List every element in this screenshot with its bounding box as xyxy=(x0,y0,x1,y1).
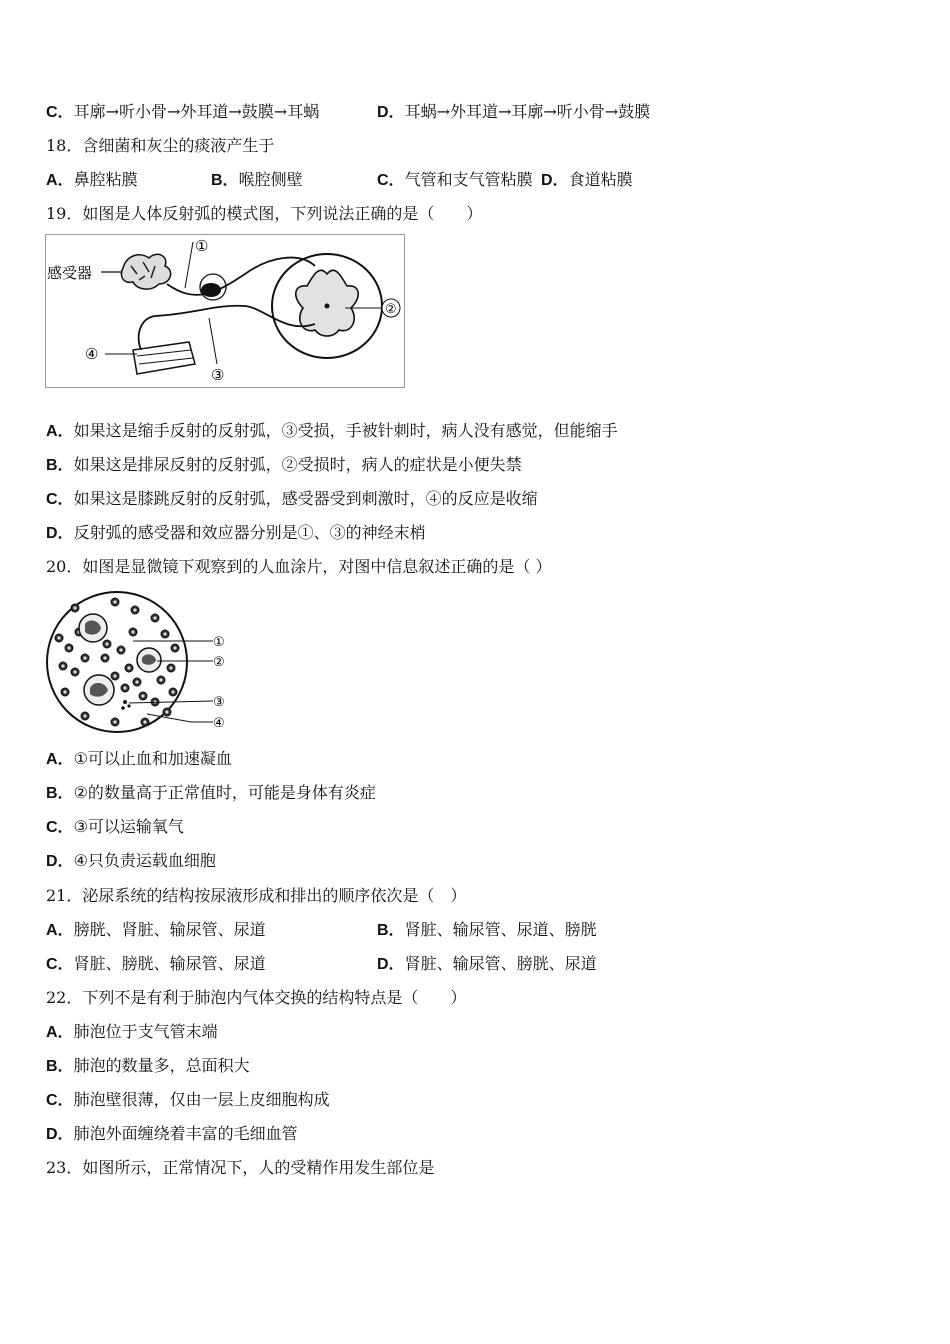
blood-smear-figure xyxy=(45,588,235,736)
red-blood-cell-center xyxy=(141,694,144,697)
marker-4: ④ xyxy=(85,345,99,363)
red-blood-cell-center xyxy=(103,656,106,659)
red-blood-cell-center xyxy=(131,630,134,633)
red-blood-cell-center xyxy=(133,608,136,611)
q19-option-d xyxy=(46,523,426,544)
red-blood-cell-center xyxy=(165,710,168,713)
q20-stem: 20．如图是显微镜下观察到的人血涂片，对图中信息叙述正确的是（ ） xyxy=(46,557,552,576)
q17-option-d xyxy=(377,102,650,123)
option-text: 鼻腔粘膜 xyxy=(73,170,138,189)
marker-3: ③ xyxy=(213,695,225,710)
pointer-3 xyxy=(209,318,217,364)
effector-muscle xyxy=(133,342,195,374)
option-label: A． xyxy=(46,172,74,189)
red-blood-cell-center xyxy=(73,670,76,673)
option-label: C． xyxy=(46,1092,74,1109)
option-text: 肺泡壁很薄，仅由一层上皮细胞构成 xyxy=(73,1090,330,1109)
marker-1: ① xyxy=(195,237,209,255)
red-blood-cell-center xyxy=(135,680,138,683)
q19-stem: 19．如图是人体反射弧的模式图，下列说法正确的是（ ） xyxy=(46,204,483,223)
option-text: ②的数量高于正常值时，可能是身体有炎症 xyxy=(73,783,376,802)
red-blood-cell-center xyxy=(83,714,86,717)
white-blood-cell xyxy=(79,614,107,642)
option-label: B． xyxy=(377,922,405,939)
option-text: 如果这是缩手反射的反射弧，③受损，手被针刺时，病人没有感觉，但能缩手 xyxy=(73,421,618,440)
red-blood-cell-center xyxy=(67,646,70,649)
option-text: 食道粘膜 xyxy=(568,170,633,189)
q22-stem: 22．下列不是有利于肺泡内气体交换的结构特点是（ ） xyxy=(46,988,467,1007)
red-blood-cell-center xyxy=(163,632,166,635)
q20-option-c xyxy=(46,817,184,838)
red-blood-cell-center xyxy=(57,636,60,639)
option-text: 如果这是排尿反射的反射弧，②受损时，病人的症状是小便失禁 xyxy=(73,455,522,474)
option-label: D． xyxy=(377,956,405,973)
option-label: A． xyxy=(46,922,74,939)
marker-3: ③ xyxy=(211,366,225,384)
q21-option-a xyxy=(46,920,266,941)
q22-option-d xyxy=(46,1124,298,1145)
red-blood-cell-center xyxy=(123,686,126,689)
marker-2: ② xyxy=(385,302,397,317)
option-text: 肺泡外面缠绕着丰富的毛细血管 xyxy=(73,1124,298,1143)
option-text: ①可以止血和加速凝血 xyxy=(73,749,232,768)
reflex-arc-figure xyxy=(45,234,407,390)
option-text: 肾脏、输尿管、膀胱、尿道 xyxy=(404,954,597,973)
option-label: D． xyxy=(46,853,74,870)
marker-2: ② xyxy=(213,655,225,670)
option-label: C． xyxy=(377,172,405,189)
option-label: B． xyxy=(46,1058,74,1075)
reflex-arc-diagram xyxy=(45,234,407,390)
option-text: ④只负责运载血细胞 xyxy=(73,851,216,870)
muscle-fibers xyxy=(137,350,193,364)
q22-option-a xyxy=(46,1022,218,1043)
pointer-1 xyxy=(185,242,193,288)
option-label: B． xyxy=(46,785,74,802)
q21-option-c xyxy=(46,954,266,975)
q20-option-a xyxy=(46,749,232,770)
q19-option-b xyxy=(46,455,522,476)
option-label: B． xyxy=(211,172,239,189)
receptor-label: 感受器 xyxy=(47,264,93,282)
red-blood-cell-center xyxy=(153,616,156,619)
red-blood-cell-center xyxy=(105,642,108,645)
q18-option-d xyxy=(541,170,633,191)
option-label: A． xyxy=(46,751,74,768)
option-label: C． xyxy=(46,819,74,836)
option-label: D． xyxy=(46,1126,74,1143)
marker-4: ④ xyxy=(213,716,225,731)
ganglion xyxy=(201,283,221,297)
q23-stem: 23．如图所示，正常情况下，人的受精作用发生部位是 xyxy=(46,1158,435,1177)
platelet xyxy=(121,706,125,710)
red-blood-cell-center xyxy=(119,648,122,651)
option-text: 耳蜗→外耳道→耳廓→听小骨→鼓膜 xyxy=(404,102,651,121)
q21-option-b xyxy=(377,920,597,941)
option-text: 膀胱、肾脏、输尿管、尿道 xyxy=(73,920,266,939)
q20-option-d xyxy=(46,851,216,872)
option-text: 气管和支气管粘膜 xyxy=(404,170,533,189)
white-blood-cell xyxy=(84,675,114,705)
option-text: 耳廓→听小骨→外耳道→鼓膜→耳蜗 xyxy=(73,102,320,121)
receptor-blob xyxy=(121,254,170,289)
q22-option-b xyxy=(46,1056,250,1077)
q22-option-c xyxy=(46,1090,330,1111)
option-label: D． xyxy=(377,104,405,121)
option-label: D． xyxy=(541,172,569,189)
q18-option-a xyxy=(46,170,138,191)
option-text: 肾脏、膀胱、输尿管、尿道 xyxy=(73,954,266,973)
red-blood-cell-center xyxy=(127,666,130,669)
central-canal xyxy=(325,304,330,309)
q18-stem: 18．含细菌和灰尘的痰液产生于 xyxy=(46,136,275,155)
red-blood-cell-center xyxy=(171,690,174,693)
option-text: 肺泡位于支气管末端 xyxy=(73,1022,218,1041)
q21-stem: 21．泌尿系统的结构按尿液形成和排出的顺序依次是（ ） xyxy=(46,886,467,905)
red-blood-cell-center xyxy=(169,666,172,669)
blood-smear-diagram xyxy=(45,588,235,736)
q18-option-b xyxy=(211,170,303,191)
red-blood-cell-center xyxy=(113,600,116,603)
red-blood-cell-center xyxy=(173,646,176,649)
option-label: B． xyxy=(46,457,74,474)
white-blood-cell xyxy=(137,648,161,672)
option-label: A． xyxy=(46,1024,74,1041)
q17-option-c xyxy=(46,102,319,123)
option-label: C． xyxy=(46,956,74,973)
platelet xyxy=(123,700,127,704)
q19-option-c xyxy=(46,489,538,510)
red-blood-cell-center xyxy=(63,690,66,693)
option-text: 喉腔侧壁 xyxy=(238,170,303,189)
option-text: 肺泡的数量多，总面积大 xyxy=(73,1056,250,1075)
red-blood-cell-center xyxy=(113,674,116,677)
red-blood-cell-center xyxy=(113,720,116,723)
q21-option-d xyxy=(377,954,597,975)
option-text: ③可以运输氧气 xyxy=(73,817,184,836)
red-blood-cell-center xyxy=(159,678,162,681)
red-blood-cell-center xyxy=(73,606,76,609)
platelet xyxy=(127,704,130,707)
q20-option-b xyxy=(46,783,376,804)
option-label: A． xyxy=(46,423,74,440)
option-label: C． xyxy=(46,104,74,121)
q19-option-a xyxy=(46,421,618,442)
red-blood-cell-center xyxy=(83,656,86,659)
option-text: 如果这是膝跳反射的反射弧，感受器受到刺激时，④的反应是收缩 xyxy=(73,489,538,508)
q18-option-c xyxy=(377,170,533,191)
red-blood-cell-center xyxy=(143,720,146,723)
marker-1: ① xyxy=(213,635,225,650)
option-text: 肾脏、输尿管、尿道、膀胱 xyxy=(404,920,597,939)
red-blood-cell-center xyxy=(61,664,64,667)
option-label: D． xyxy=(46,525,74,542)
option-label: C． xyxy=(46,491,74,508)
option-text: 反射弧的感受器和效应器分别是①、③的神经末梢 xyxy=(73,523,426,542)
